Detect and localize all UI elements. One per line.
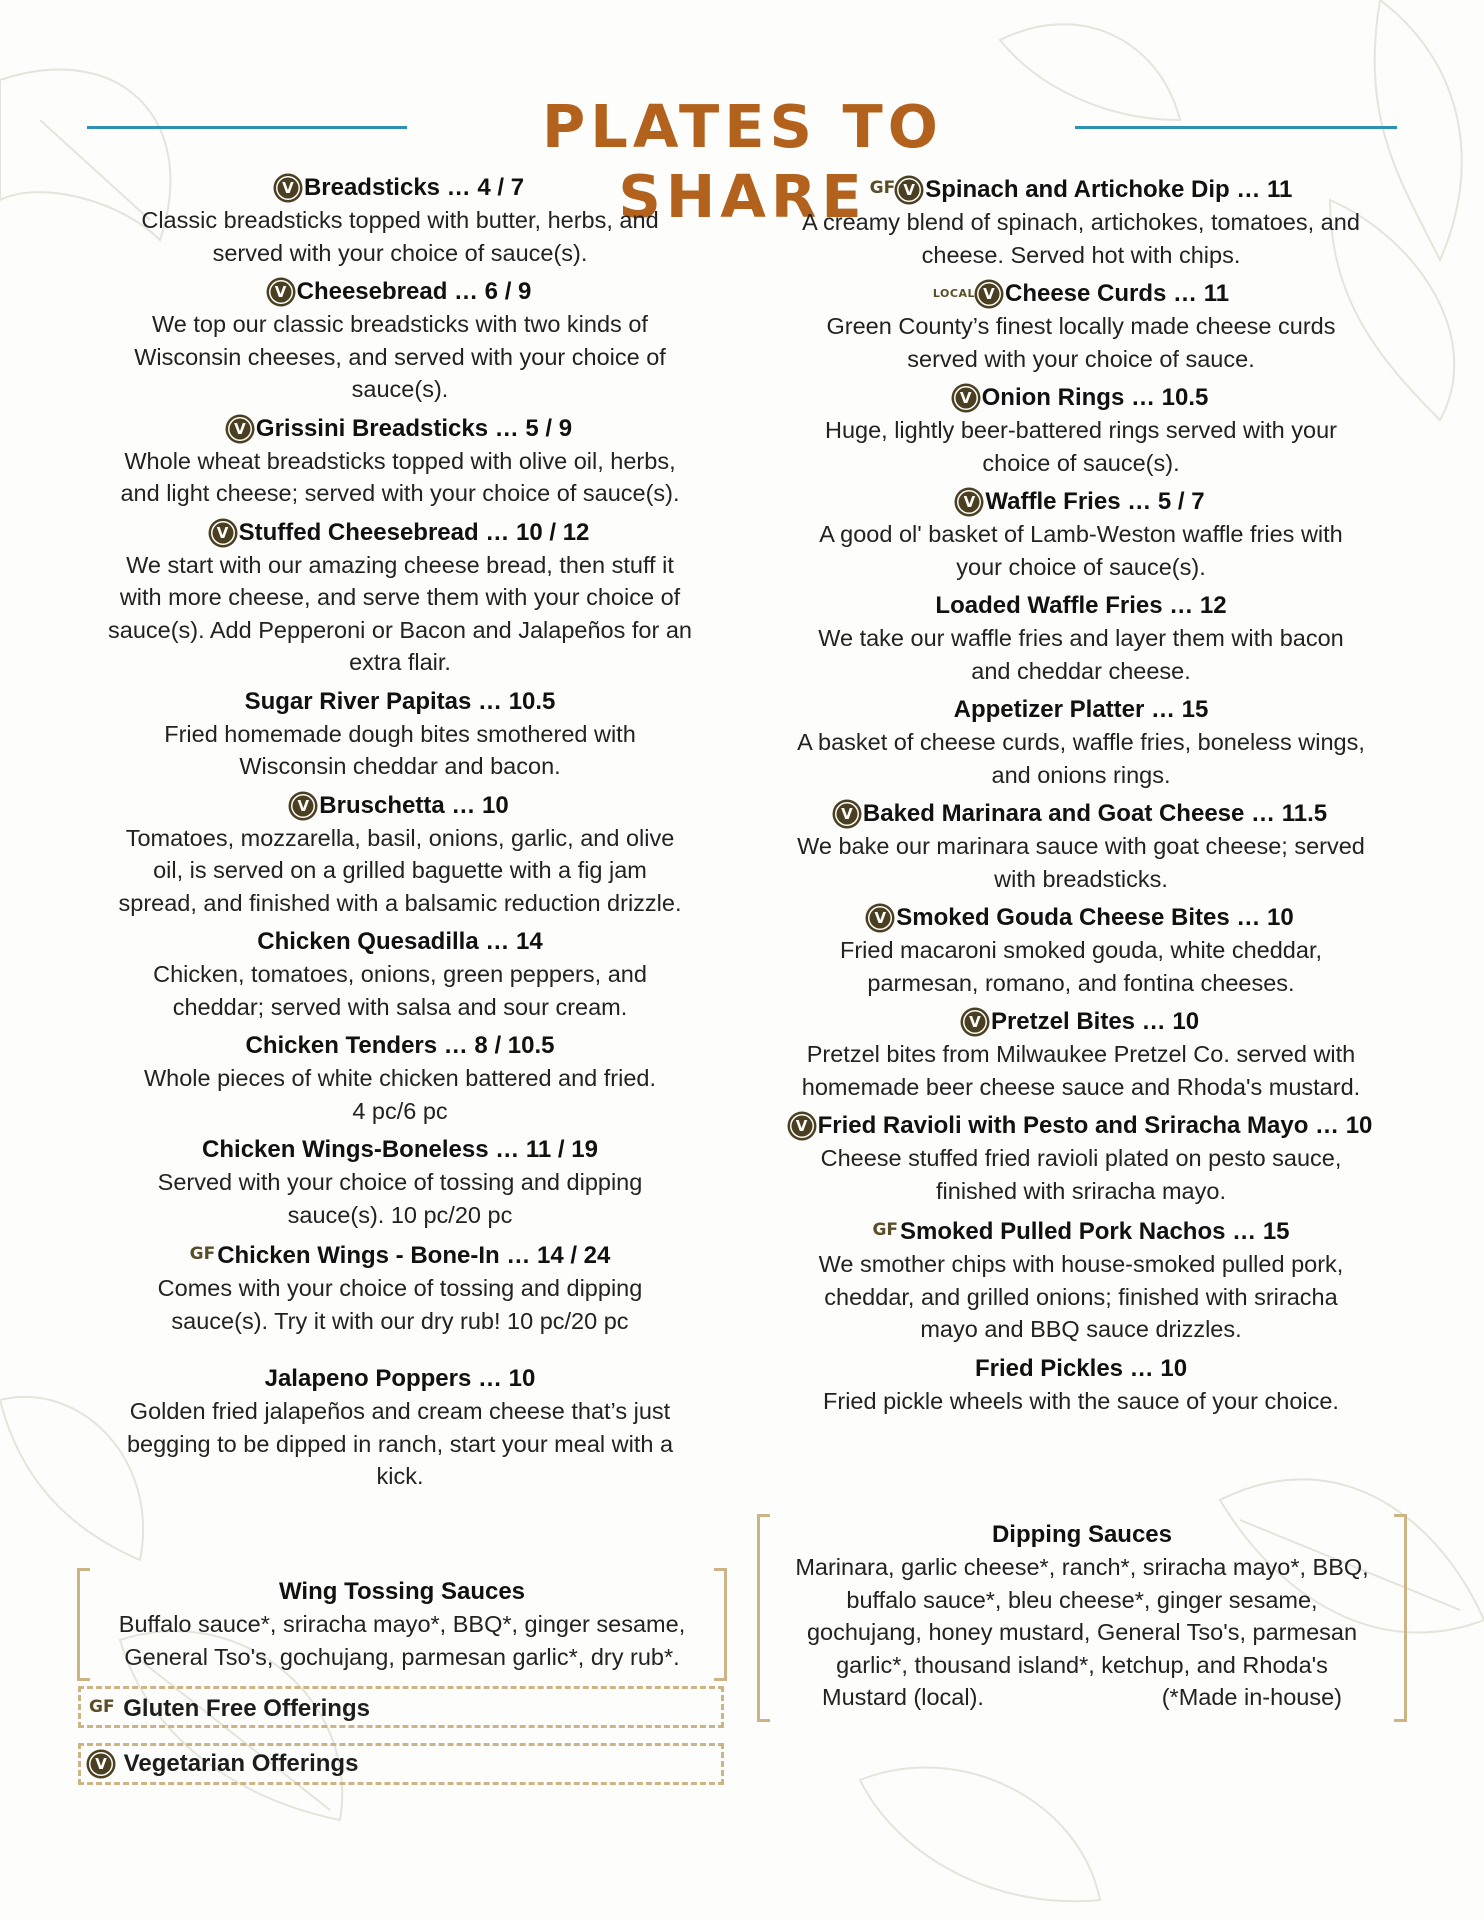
menu-item-name-price: Stuffed Cheesebread … 10 / 12	[238, 518, 590, 546]
menu-item-description: Wisconsin cheddar and bacon.	[239, 753, 561, 779]
menu-item-name-price: Fried Pickles … 10	[974, 1354, 1188, 1382]
menu-item-title	[775, 1006, 1387, 1038]
menu-item-title	[95, 1363, 705, 1395]
local-icon: LOCAL	[932, 287, 975, 300]
vegetarian-legend	[78, 1743, 724, 1785]
dipping-sauces-line: buffalo sauce*, bleu cheese*, ginger sesame,	[846, 1586, 1318, 1613]
dipping-sauces-line: gochujang, honey mustard, General Tso's, parmesan	[806, 1619, 1358, 1645]
menu-item-name-price: Fried Ravioli with Pesto and Sriracha Mayo … 10	[817, 1112, 1373, 1139]
menu-item-description: and light cheese; served with your choice of sauce(s).	[120, 480, 680, 506]
menu-item	[95, 686, 705, 783]
menu-item-description: served with your choice of sauce.	[907, 345, 1255, 372]
menu-item-description: sauce(s). 10 pc/20 pc	[287, 1201, 513, 1228]
menu-item	[775, 172, 1387, 271]
menu-item-title	[95, 517, 705, 549]
menu-item-description: We bake our marinara sauce with goat cheese; served	[797, 833, 1365, 859]
menu-item-description: homemade beer cheese sauce and Rhoda's mustard.	[801, 1073, 1361, 1100]
vegetarian-icon: V	[291, 794, 315, 818]
menu-item	[775, 486, 1387, 583]
menu-item-description: sauce(s). Try it with our dry rub! 10 pc/20 pc	[171, 1307, 629, 1334]
menu-item	[95, 517, 705, 679]
menu-item-description: begging to be dipped in ranch, start your meal with a	[126, 1430, 674, 1457]
menu-item-description: Tomatoes, mozzarella, basil, onions, garlic, and olive	[125, 824, 675, 851]
menu-item-name-price: Pretzel Bites … 10	[990, 1008, 1200, 1035]
menu-item-description: Comes with your choice of tossing and dipping	[157, 1275, 643, 1301]
menu-item-description: Cheese stuffed fried ravioli plated on pesto sauce,	[820, 1145, 1342, 1171]
menu-item-title	[775, 486, 1387, 518]
menu-item	[95, 413, 705, 510]
dipping-sauces-box	[757, 1514, 1407, 1722]
gluten-free-label: Gluten Free Offerings	[123, 1695, 370, 1722]
menu-item	[775, 590, 1387, 687]
vegetarian-icon: V	[211, 521, 235, 545]
menu-item-name-price: Onion Rings … 10.5	[981, 384, 1209, 411]
menu-item-description: A creamy blend of spinach, artichokes, tomatoes, and	[802, 209, 1360, 235]
vegetarian-icon: V	[963, 1010, 987, 1034]
menu-item-description: Whole pieces of white chicken battered and fried.	[143, 1065, 657, 1091]
menu-item	[95, 1363, 705, 1493]
menu-item-description: Pretzel bites from Milwaukee Pretzel Co. served with	[806, 1041, 1356, 1067]
menu-item-name-price: Waffle Fries … 5 / 7	[985, 488, 1205, 515]
menu-item-description: served with your choice of sauce(s).	[212, 239, 588, 266]
menu-item-title	[775, 1110, 1387, 1142]
menu-item-name-price: Bruschetta … 10	[319, 791, 509, 819]
gf-icon: GF	[89, 1697, 115, 1717]
menu-item	[95, 1134, 705, 1231]
menu-item-description: cheddar, and grilled onions; finished with sriracha	[824, 1283, 1338, 1310]
vegetarian-icon: V	[89, 1752, 113, 1776]
menu-item-title	[95, 790, 705, 822]
menu-item-description: Golden fried jalapeños and cream cheese that’s just	[129, 1398, 671, 1424]
menu-item-name-price: Loaded Waffle Fries … 12	[935, 592, 1227, 619]
menu-item-description: Wisconsin cheeses, and served with your choice of	[134, 343, 666, 370]
menu-item-name-price: Appetizer Platter … 15	[953, 696, 1209, 723]
menu-item-title	[775, 1214, 1387, 1248]
menu-item	[775, 278, 1387, 375]
menu-item-title	[95, 926, 705, 958]
menu-item-description: and onions rings.	[991, 761, 1171, 788]
menu-item-description: parmesan, romano, and fontina cheeses.	[867, 969, 1295, 996]
menu-item-name-price: Grissini Breadsticks … 5 / 9	[255, 414, 573, 442]
vegetarian-icon: V	[957, 490, 981, 514]
menu-item-title	[775, 902, 1387, 934]
dipping-sauces-title: Dipping Sauces	[991, 1521, 1173, 1548]
menu-item-title	[95, 172, 705, 204]
menu-item-description: We start with our amazing cheese bread, then stuff it	[126, 551, 674, 578]
menu-item-description: Fried homemade dough bites smothered with	[164, 720, 636, 747]
menu-item-description: We top our classic breadsticks with two kinds of	[152, 311, 648, 337]
menu-item-name-price: Chicken Tenders … 8 / 10.5	[245, 1032, 555, 1059]
menu-item-name-price: Breadsticks … 4 / 7	[303, 174, 525, 201]
gf-icon: GF	[872, 1220, 899, 1240]
menu-item-name-price: Spinach and Artichoke Dip … 11	[925, 176, 1293, 203]
vegetarian-icon: V	[790, 1114, 814, 1138]
menu-item-description: Green County’s finest locally made cheese curds	[826, 313, 1336, 339]
page-title: PLATES TO SHARE	[542, 92, 943, 231]
wing-sauces-box	[77, 1568, 727, 1681]
menu-item-title	[95, 1030, 705, 1062]
menu-item-description: sauce(s). Add Pepperoni or Bacon and Jalapeños for an	[108, 616, 692, 643]
menu-item-title	[95, 1134, 705, 1166]
menu-item-title	[95, 276, 705, 308]
menu-item-name-price: Cheesebread … 6 / 9	[296, 278, 532, 305]
menu-item-name-price: Smoked Gouda Cheese Bites … 10	[896, 904, 1294, 931]
vegetarian-icon: V	[977, 282, 1001, 306]
menu-item	[775, 1214, 1387, 1346]
gf-icon: GF	[189, 1244, 216, 1264]
menu-item-title	[775, 1353, 1387, 1385]
menu-item-name-price: Chicken Wings - Bone-In … 14 / 24	[217, 1242, 611, 1269]
vegetarian-icon: V	[897, 178, 921, 202]
vegetarian-icon: V	[269, 280, 293, 304]
menu-item-description: Chicken, tomatoes, onions, green peppers, and	[153, 961, 647, 987]
menu-item-description: We take our waffle fries and layer them with bacon	[818, 625, 1344, 651]
menu-item-name-price: Sugar River Papitas … 10.5	[244, 687, 556, 715]
menu-item-title	[95, 1238, 705, 1272]
menu-item-description: cheddar; served with salsa and sour cream.	[172, 993, 628, 1020]
menu-item-name-price: Chicken Wings-Boneless … 11 / 19	[202, 1136, 598, 1163]
menu-item-title	[775, 694, 1387, 726]
menu-item-name-price: Cheese Curds … 11	[1004, 280, 1230, 307]
dipping-sauces-line: Marinara, garlic cheese*, ranch*, sriracha mayo*, BBQ,	[795, 1554, 1369, 1580]
menu-item-name-price: Chicken Quesadilla … 14	[257, 928, 543, 955]
menu-item-name-price: Smoked Pulled Pork Nachos … 15	[900, 1218, 1290, 1245]
menu-item-title	[775, 798, 1387, 830]
menu-item-description: your choice of sauce(s).	[956, 553, 1206, 580]
menu-item-description: extra flair.	[349, 649, 451, 675]
menu-item-description: Classic breadsticks topped with butter, herbs, and	[141, 207, 659, 233]
menu-item	[95, 172, 705, 269]
menu-item-description: mayo and BBQ sauce drizzles.	[920, 1316, 1242, 1342]
menu-item-description: We smother chips with house-smoked pulled pork,	[818, 1251, 1344, 1277]
menu-item-title	[95, 686, 705, 718]
menu-item	[95, 790, 705, 920]
menu-item	[775, 1110, 1387, 1207]
menu-item	[775, 902, 1387, 999]
menu-item-description: A good ol' basket of Lamb-Weston waffle fries with	[819, 521, 1343, 547]
menu-item-title	[775, 278, 1387, 310]
gf-icon: GF	[869, 178, 896, 198]
menu-item-description: kick.	[376, 1463, 424, 1489]
dipping-sauces-local-note: Mustard (local).	[822, 1684, 984, 1710]
vegetarian-label: Vegetarian Offerings	[123, 1750, 359, 1777]
right-menu-column	[775, 172, 1387, 1424]
menu-item-description: 4 pc/6 pc	[352, 1097, 448, 1124]
menu-item-description: with breadsticks.	[994, 865, 1168, 892]
left-menu-column	[95, 172, 705, 1500]
menu-item-description: Served with your choice of tossing and dipping	[157, 1169, 643, 1195]
menu-item	[95, 1030, 705, 1127]
gluten-free-legend	[78, 1686, 724, 1728]
vegetarian-icon: V	[276, 176, 300, 200]
menu-item-name-price: Baked Marinara and Goat Cheese … 11.5	[862, 800, 1328, 827]
menu-item-title	[775, 590, 1387, 622]
vegetarian-icon: V	[228, 417, 252, 441]
menu-item	[775, 798, 1387, 895]
menu-item-description: sauce(s).	[351, 376, 449, 402]
menu-item-description: and cheddar cheese.	[971, 657, 1191, 684]
menu-item	[775, 1353, 1387, 1418]
menu-item-title	[95, 413, 705, 445]
menu-item-description: Whole wheat breadsticks topped with olive oil, herbs,	[124, 447, 676, 474]
menu-item-description: finished with sriracha mayo.	[936, 1177, 1226, 1204]
dipping-sauces-last-line	[760, 1681, 1404, 1714]
menu-item-title	[775, 382, 1387, 414]
menu-item-description: with more cheese, and serve them with your choice of	[119, 584, 681, 610]
menu-item-description: cheese. Served hot with chips.	[921, 241, 1241, 268]
menu-item-description: Fried macaroni smoked gouda, white cheddar,	[839, 937, 1322, 963]
menu-item	[775, 694, 1387, 791]
dipping-sauces-line: garlic*, thousand island*, ketchup, and Rhoda's	[836, 1651, 1328, 1678]
menu-item	[775, 1006, 1387, 1103]
menu-item	[95, 1238, 705, 1337]
made-in-house-note: (*Made in-house)	[1161, 1684, 1342, 1710]
wing-sauces-title: Wing Tossing Sauces	[278, 1578, 526, 1605]
vegetarian-icon: V	[835, 802, 859, 826]
menu-item-title	[775, 172, 1387, 206]
menu-item	[775, 382, 1387, 479]
vegetarian-icon: V	[954, 386, 978, 410]
menu-item-description: oil, is served on a grilled baguette with a fig jam	[153, 857, 647, 883]
menu-item-description: choice of sauce(s).	[982, 449, 1180, 476]
menu-item-description: Fried pickle wheels with the sauce of your choice.	[823, 1387, 1339, 1414]
menu-item-description: Huge, lightly beer-battered rings served with your	[824, 417, 1338, 443]
wing-sauces-line: General Tso's, gochujang, parmesan garlic*, dry rub*.	[124, 1643, 680, 1670]
wing-sauces-line: Buffalo sauce*, sriracha mayo*, BBQ*, ginger sesame,	[118, 1611, 686, 1637]
vegetarian-icon: V	[868, 906, 892, 930]
menu-item	[95, 276, 705, 406]
header-rule-left	[87, 126, 407, 129]
menu-item-name-price: Jalapeno Poppers … 10	[264, 1365, 536, 1392]
menu-item	[95, 926, 705, 1023]
menu-item-description: spread, and finished with a balsamic reduction drizzle.	[118, 889, 682, 916]
menu-item-description: A basket of cheese curds, waffle fries, boneless wings,	[797, 729, 1365, 755]
header-rule-right	[1075, 126, 1397, 129]
